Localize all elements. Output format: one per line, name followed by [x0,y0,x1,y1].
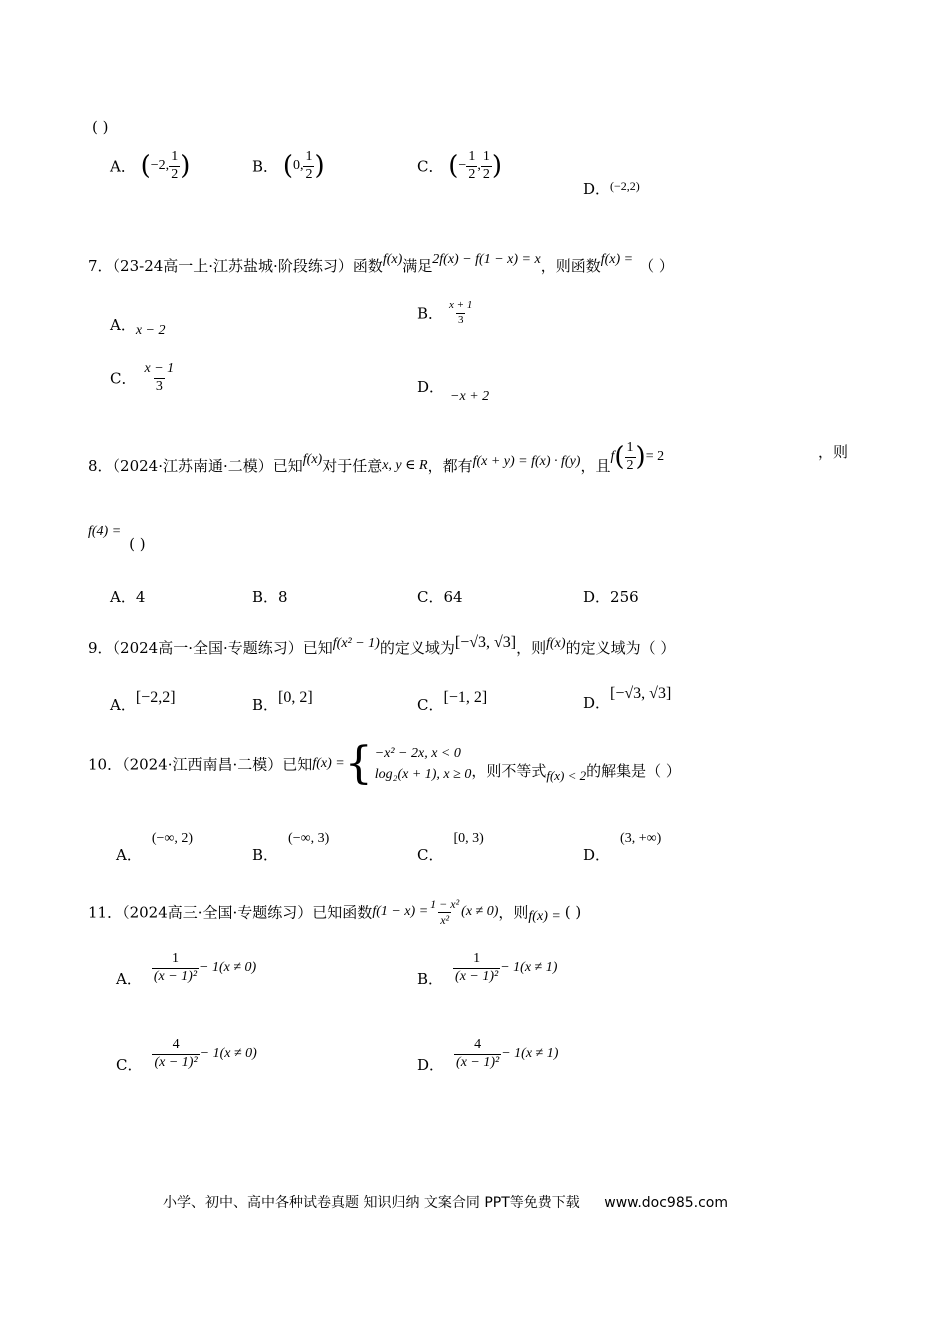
option-label: B． [252,846,279,864]
q10-option-a[interactable] [116,828,193,865]
math-expr: f(x) [382,252,403,267]
q11-option-a[interactable] [116,952,256,989]
q9-option-d[interactable] [583,684,671,713]
frac-num: 1 [305,149,313,164]
option-text: [−1, 2] [443,689,488,706]
q7-option-a[interactable] [110,314,166,339]
option-text: 256 [610,588,639,606]
q11-option-d[interactable] [417,1038,558,1075]
stem-text: ，都有 [427,457,473,476]
option-text: − 1(x ≠ 0) [199,960,257,976]
stem-text: 9．（2024高一·全国·专题练习）已知 [88,639,333,657]
frac-num: 4 [474,1037,482,1052]
stem-text: ，则 [516,639,547,657]
stem-text: 满足 [402,257,433,275]
frac-den: (x − 1)² [456,1054,500,1070]
frac-num: 1 [171,149,179,164]
option-text: − [458,158,467,174]
option-text: (−∞, 3) [288,831,330,846]
math-expr: f(x² − 1) [332,636,380,651]
q10-stem [88,738,681,789]
option-label: C． [110,369,137,388]
option-label: B． [417,970,444,989]
frac-den: 2 [171,166,179,182]
math-expr: f(x) = [600,252,634,267]
math-expr: = 2 [645,449,665,465]
frac-num: 1 − x² [430,897,460,911]
q8-stem: 8．（2024·江苏南通·二模）已知f(x)对于任意x, y ∈ R，都有f(x + y) = f(x) · f(y)，且f( $\frac{1}{2}$ )= 2 ，则 [88,440,848,476]
math-expr: f(x) [546,636,566,651]
stem-text: ，则 [817,443,848,461]
option-label: B． [252,696,279,714]
option-text: (−2,2) [610,179,640,193]
paren-close: ) [314,151,325,182]
q6-option-b[interactable] [252,150,325,182]
stem-text: ，则 [498,903,529,922]
option-text: 8 [278,588,288,606]
option-text: 4 [135,588,146,606]
stem-text: 10．（2024·江西南昌·二模）已知 [88,755,313,774]
frac-den: 2 [482,166,490,182]
option-label: B． [252,157,279,176]
option-label: C． [417,588,444,606]
q6-option-a[interactable] [110,150,190,182]
option-text: , [477,158,481,174]
frac-num: 1 [171,951,179,966]
frac-den: 2 [468,166,476,182]
frac-num: 4 [172,1037,180,1052]
option-label: B． [252,588,279,606]
option-text: [−√3, √3] [610,685,672,702]
q11-stem [88,898,581,926]
math-expr: f(4) = [88,524,122,539]
math-expr: f(x) = [528,909,561,925]
q8-option-d[interactable] [583,586,639,607]
frac-den: x² [440,912,450,927]
paren-open: ( [282,151,293,182]
option-text: (3, +∞) [620,831,662,846]
option-text: − 1(x ≠ 0) [199,1046,257,1062]
answer-paren: （ ） [639,257,674,275]
math-expr: 2f(x) − f(1 − x) = x [432,252,541,267]
frac-num: x − 1 [144,361,175,376]
frac-den: (x − 1)² [153,968,198,984]
math-expr: f(x) < 2 [546,768,587,783]
footer-link[interactable]: www.doc985.com [604,1195,728,1211]
q6-option-c[interactable] [417,150,502,182]
frac-num: x + 1 [449,299,473,311]
frac-den: 2 [305,166,313,182]
stem-text: 7．（23-24高一上·江苏盐城·阶段练习）函数 [88,257,383,275]
option-text: [0, 3) [453,831,484,846]
frac-num: 1 [473,951,481,966]
q10-option-b[interactable] [252,828,329,865]
option-label: D． [417,378,445,396]
footer-text: 小学、初中、高中各种试卷真题 知识归纳 文案合同 PPT等免费下载 [163,1195,580,1211]
q9-option-b[interactable] [252,688,313,715]
frac-den: 2 [626,457,634,473]
q8-option-b[interactable] [252,586,288,607]
option-label: C． [417,846,444,864]
q7-stem [88,252,674,276]
q8-option-a[interactable] [110,586,145,607]
math-expr: x, y ∈ R [382,458,428,474]
q9-option-c[interactable] [417,688,487,715]
option-text: [−2,2] [135,689,176,706]
option-label: D． [583,694,611,712]
frac-num: 1 [482,149,490,164]
option-label: C． [116,1056,143,1075]
frac-num: 1 [468,149,476,164]
paren-close: ) [491,151,502,182]
frac-den: (x − 1)² [455,968,499,984]
option-label: B． [417,304,444,323]
piecewise-case: log₂(x + 1), x ≥ 0 [374,767,472,782]
option-text: − 1(x ≠ 1) [501,1046,559,1062]
frac-den: 3 [457,313,464,326]
piecewise-case: −x² − 2x, x < 0 [374,746,461,761]
answer-paren: ( ) [564,903,582,922]
math-expr: f [610,449,615,465]
q10-option-d[interactable] [583,828,661,865]
frac-den: (x − 1)² [154,1054,198,1070]
q9-stem [88,634,675,658]
paren-open: ( [448,151,459,182]
q8-option-c[interactable] [417,586,463,607]
option-label: A． [110,696,136,714]
paren-close: ) [180,151,191,182]
stem-text: ，则函数 [540,257,601,275]
option-text: x − 2 [135,323,166,338]
option-text: 0, [292,158,304,174]
option-label: A． [116,970,142,989]
option-label: A． [116,846,142,864]
option-label: D． [583,846,611,864]
q10-option-c[interactable] [417,828,484,865]
q8-stem-line2 [88,524,146,553]
math-expr: (x ≠ 0) [461,904,499,920]
option-text: [0, 2] [278,689,313,706]
option-text: − 1(x ≠ 1) [500,960,558,976]
option-label: D． [417,1056,445,1075]
q11-option-b[interactable] [417,952,557,989]
q9-option-a[interactable] [110,688,176,715]
q7-option-c[interactable] [110,362,176,394]
option-label: A． [110,588,136,606]
option-label: C． [417,696,444,714]
brace: { [344,738,373,789]
stem-text: 11．（2024高三·全国·专题练习）已知函数 [88,903,373,922]
stem-text: 对于任意 [322,457,383,476]
q7-option-b[interactable] [417,300,474,326]
frac-den: 3 [155,378,163,394]
option-text: −x + 2 [450,389,490,404]
q7-option-d[interactable] [417,376,489,405]
page-footer [163,1192,728,1212]
stem-text: ，且 [580,457,611,476]
stem-text: 的定义域为 [379,639,455,657]
option-text: 64 [443,588,463,606]
option-text: −2, [150,158,170,174]
option-label: A． [110,157,136,176]
option-label: C． [417,157,444,176]
math-expr: [−√3, √3] [454,634,517,651]
math-expr: f(x + y) = f(x) · f(y) [472,454,581,470]
option-label: D． [583,180,611,198]
paren-open: ( [140,151,151,182]
stem-text: 的解集是（ ） [586,762,681,780]
stem-text: 8．（2024·江苏南通·二模）已知 [88,457,303,476]
answer-paren: ( ) [129,535,146,553]
math-expr: f(1 − x) = [372,904,429,920]
stem-text: ，则不等式 [471,762,547,780]
q6-option-d[interactable] [583,178,640,199]
math-expr: f(x) = [312,756,345,771]
q6-answer-paren: ( ) [92,118,109,136]
option-text: (−∞, 2) [151,831,194,846]
q11-option-c[interactable] [116,1038,257,1075]
math-expr: f(x) [302,452,323,468]
option-label: A． [110,316,136,334]
option-label: D． [583,588,611,606]
frac-num: 1 [626,440,634,455]
stem-text: 的定义域为（ ） [565,639,676,657]
